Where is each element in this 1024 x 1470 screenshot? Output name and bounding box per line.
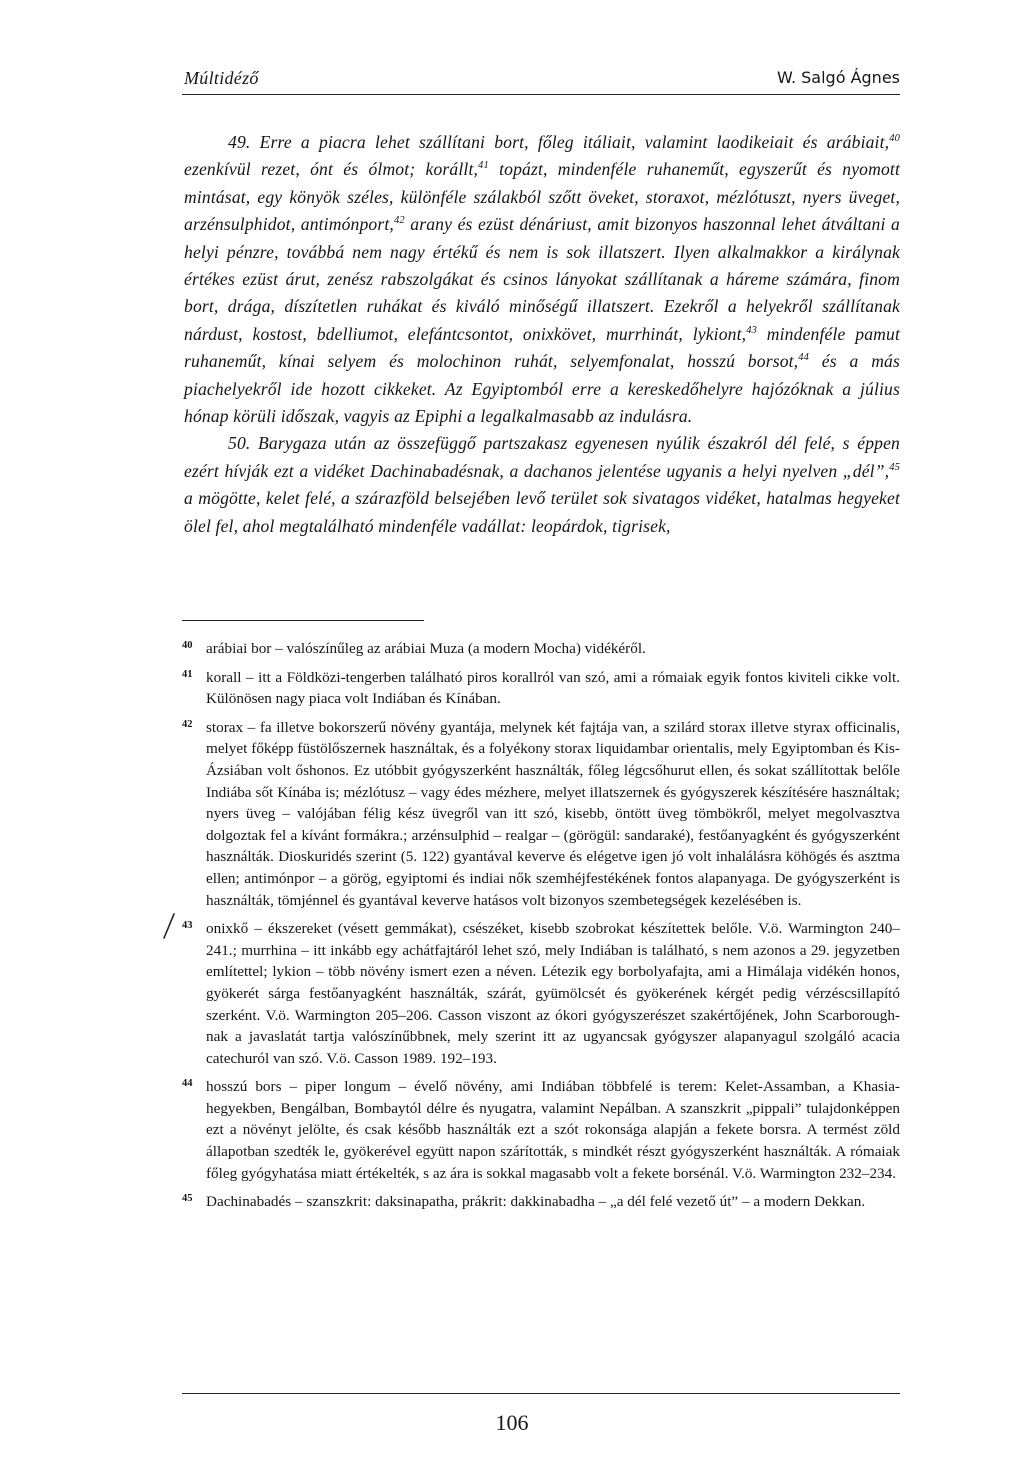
footnote-rule xyxy=(182,620,424,621)
footnote-text: Dachinabadés – szanszkrit: daksinapatha, prákrit: dakkinabadha – „a dél felé vezető út” – a modern Dekkan. xyxy=(206,1193,866,1211)
footnote-text: onixkő – ékszereket (vésett gemmákat), csészéket, kisebb szobrokat készítettek belőle. V.ö. Warmington 240–241.; murrhina – itt inkább egy achátfajtáról lehet szó, mely Indiában is található, s nem azonos a 29. jegyzetben említettel; lykion – több növény ismert ezen a néven. Létezik egy borbolyafajta, ami a Himálaja vidékén honos, gyökerét sárga festőanyagként használták, szárát, gyümölcsét és gyökerének kérgét pedig vérzéscsillapító szerként. V.ö. Warmington 205–206. Casson viszont az ókori gyógyszerészet szakértőjének, John Scarborough-nak a javaslatát tartja valószínűbbnek, mely szerint itt az ugyancsak gyógyszer alapanyagul szolgáló acacia catechuról van szó. V.ö. Casson 1989. 192–193. xyxy=(206,920,900,1067)
footnote-43 xyxy=(182,918,900,1069)
footnote-40 xyxy=(182,638,900,660)
footnote-number: 40 xyxy=(182,640,193,651)
footnote-number: 43 xyxy=(182,920,193,932)
p50-text-2: a mögötte, kelet felé, a szárazföld belsejében levő terület sok sivatagos vidéket, hatalmas hegyeket ölel fel, ahol megtalálható mindenféle vadállat: leopárdok, tigrisek, xyxy=(184,488,900,536)
footnote-text: korall – itt a Földközi-tengerben található piros korallról van szó, ami a rómaiak egyik fontos kiviteli cikke volt. Különösen nagy piaca volt Indiában és Kínában. xyxy=(206,668,900,708)
paragraph-49 xyxy=(184,129,900,430)
footnote-ref-43[interactable]: 43 xyxy=(746,324,758,336)
footnote-ref-40[interactable]: 40 xyxy=(889,133,900,145)
footnote-number: 42 xyxy=(182,718,193,730)
footnote-text: hosszú bors – piper longum – évelő növény, ami Indiában többfelé is terem: Kelet-Assamban, a Khasia-hegyekben, Bengálban, Bombaytól délre és nyugatra, valamint Nepálban. A szanszkrit „pippali” tulajdonképpen ezt a növényt jelölte, és csak később használták ezt a szót rokonsága alapján a fekete borsra. A termést zöld állapotban szedték le, gyökerével együtt napon szárították, s mindkét részt gyógyszerként használták. A rómaiak főleg gyógyhatása miatt értékelték, s az ára is sokkal magasabb volt a fekete borsénál. V.ö. Warmington 232–234. xyxy=(206,1078,900,1182)
footnote-number: 45 xyxy=(182,1193,193,1205)
footnote-number: 41 xyxy=(182,668,193,680)
p49-text-2: ezenkívül rezet, ónt és ólmot; korállt, xyxy=(184,159,479,180)
bottom-rule xyxy=(182,1393,900,1394)
footnote-text: storax – fa illetve bokorszerű növény gyantája, melynek két fajtája van, a szilárd storax illetve styrax officinalis, melyet főképp füstölőszernek használtak, és a folyékony storax liquidambar orientalis, mely Egyiptomban és Kis-Ázsiában volt őshonos. Ez utóbbit gyógyszerként használták, főleg légcsőhurut ellen, és sokat szállítottak belőle Indiába sőt Kínába is; mézlótusz – vagy édes mézhere, melyet illatszernek és gyógyszerek készítésére használtak; nyers üveg – valójában félig kész üvegről van itt szó, kisebb, öntött üveg tömbökről, melyet megolvasztva dolgoztak fel a kívánt formákra.; arzénsulphid – realgar – (görögül: sandaraké), festőanyagként és gyógyszerként használták. Dioskuridés szerint (5. 122) gyantával keverve és elégetve igen jó volt inhalálásra köhögés és asztma ellen; antimónpor – a görög, egyiptomi és indiai nők szemhéjfestékének fontos alapanyaga. De gyógyszerként is használták, tömjénnel és gyantával keverve hatásos volt bizonyos szembetegségek kezelésében is. xyxy=(206,718,900,909)
p49-text-1: 49. Erre a piacra lehet szállítani bort, főleg itáliait, valamint laodikeiait és arábiait, xyxy=(228,132,890,152)
margin-pen-mark xyxy=(162,912,176,940)
footnote-ref-44[interactable]: 44 xyxy=(798,352,810,364)
footnote-42 xyxy=(182,717,900,911)
footnote-45 xyxy=(182,1191,900,1213)
page-number: 106 xyxy=(495,1410,529,1435)
footnote-ref-42[interactable]: 42 xyxy=(393,215,405,227)
p50-text-1: 50. Barygaza után az összefüggő partszakasz egyenesen nyúlik északról dél felé, s éppen ezért hívják ezt a vidéket Dachinabadésnak, a dachanos jelentése ugyanis a helyi nyelven „dél”, xyxy=(184,433,900,481)
p49-text-5: mindenféle pamut ruhaneműt, kínai selyem és molochinon ruhát, selyemfonalat, hosszú borsot, xyxy=(184,323,900,372)
author-name: W. Salgó Ágnes xyxy=(776,68,900,87)
paragraph-50 xyxy=(184,430,900,540)
header-rule xyxy=(182,94,900,95)
main-text xyxy=(184,129,900,540)
footnote-44 xyxy=(182,1076,900,1184)
footnote-number: 44 xyxy=(182,1078,193,1090)
footnote-text: arábiai bor – valószínűleg az arábiai Muza (a modern Mocha) vidékéről. xyxy=(206,640,646,657)
footnote-ref-45[interactable]: 45 xyxy=(889,462,900,474)
journal-title: Múltidéző xyxy=(184,68,259,88)
footnote-ref-41[interactable]: 41 xyxy=(478,160,489,172)
footnote-41 xyxy=(182,667,900,710)
p49-text-3: topázt, mindenféle ruhaneműt, egyszerűt és nyomott mintásat, egy könyök széles, különféle szálakból szőtt öveket, storaxot, mézlótuszt, nyers üveget, arzénsulphidot, antimónport, xyxy=(184,159,901,235)
p49-text-6: és a más piachelyekről ide hozott cikkeket. Az Egyiptomból erre a kereskedőhelyre hajózóknak a július hónap körüli időszak, vagyis az Epiphi a legalkalmasabb az indulásra. xyxy=(184,351,900,427)
p49-text-4: arany és ezüst dénáriust, amit bizonyos haszonnal lehet átváltani a helyi pénzre, továbbá nem nagy értékű és nem is sok illatszert. Ilyen alkalmakkor a királynak értékes ezüst árut, zenész rabszolgákat és csinos lányokat szállítanak a háreme számára, finom bort, drága, díszítetlen ruhákat és kiváló minőségű illatszert. Ezekről a helyekről szállítanak nárdust, kostost, bdelliumot, elefántcsontot, onixkövet, murrhinát, lykiont, xyxy=(184,214,900,344)
footnotes xyxy=(182,638,900,1220)
